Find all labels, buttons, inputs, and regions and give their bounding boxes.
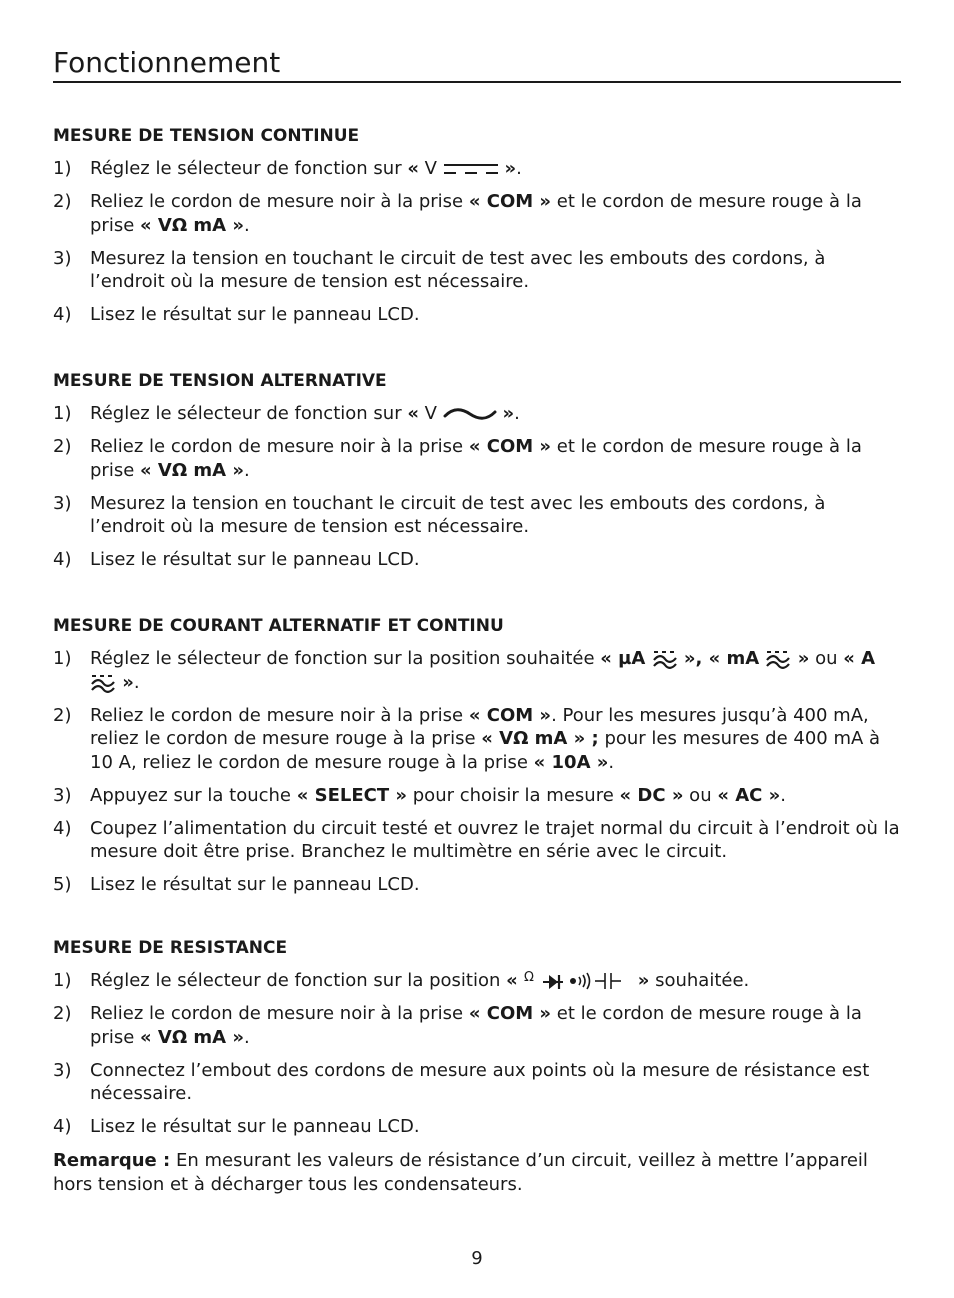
list-item (53, 1002, 901, 1049)
step-text: Coupez l’alimentation du circuit testé et ouvrez le trajet normal du circuit à l’endroit où la mesure doit être prise. Branchez le multimètre en série avec le circuit. (90, 817, 900, 862)
list-item (53, 492, 901, 539)
list-item (53, 402, 901, 426)
bold-run: » (116, 671, 134, 693)
bold-run: » (631, 970, 650, 991)
step-number: 3) (53, 1059, 72, 1081)
text-run: et le cordon de mesure rouge à la prise (90, 1003, 862, 1048)
step-number: 4) (53, 304, 72, 325)
step-number: 3) (53, 784, 72, 806)
bold-run: « AC » (717, 784, 781, 806)
step-text (90, 704, 901, 775)
dc-symbol-icon (443, 162, 499, 176)
resistance-diode-continuity-capacitance-icon (523, 970, 631, 992)
text-run: Reliez le cordon de mesure noir à la prise (90, 191, 469, 212)
step-number: 5) (53, 874, 72, 895)
bold-run: « VΩ mA » (140, 214, 244, 236)
text-run: Reliez le cordon de mesure noir à la prise (90, 1003, 469, 1024)
section-resistance (53, 937, 901, 1197)
text-run: Appuyez sur la touche (90, 784, 297, 806)
bold-run: « SELECT » (296, 784, 408, 806)
text-run: . (244, 1026, 250, 1048)
step-text: Lisez le résultat sur le panneau LCD. (90, 304, 420, 325)
list-item (53, 784, 901, 808)
step-text (90, 969, 901, 993)
text-run: souhaitée. (649, 970, 750, 991)
bold-run: « COM » (468, 191, 552, 212)
step-text: Lisez le résultat sur le panneau LCD. (90, 874, 420, 895)
text-run: . (244, 459, 250, 481)
text-run: . (133, 671, 140, 693)
bold-run: » (504, 158, 517, 179)
text-run: Réglez le sélecteur de fonction sur (90, 158, 408, 179)
step-text (90, 157, 901, 181)
list-item (53, 247, 901, 294)
list-item (53, 704, 901, 775)
step-text (90, 402, 901, 426)
text-run: et le cordon de mesure rouge à la prise (90, 191, 862, 236)
step-text: Lisez le résultat sur le panneau LCD. (90, 549, 420, 570)
list-item (53, 157, 901, 181)
step-text: Mesurez la tension en touchant le circuit de test avec les embouts des cordons, à l’endroit où la mesure de tension est nécessaire. (90, 247, 826, 292)
bold-run: « (407, 158, 419, 179)
text-run: . Pour les mesures jusqu’à 400 mA, reliez le cordon de mesure rouge à la prise (90, 704, 869, 749)
step-text (90, 784, 901, 808)
bold-run: » (502, 403, 515, 424)
ac-dc-symbol-icon (765, 649, 791, 669)
bold-run: « µA (600, 648, 652, 669)
bold-run: « VΩ mA » (140, 1026, 244, 1048)
bold-run: « COM » (468, 1003, 552, 1024)
step-number: 2) (53, 191, 72, 212)
text-run: et le cordon de mesure rouge à la prise (90, 436, 862, 481)
section-heading: MESURE DE TENSION CONTINUE (53, 126, 360, 146)
step-number: 1) (53, 158, 72, 179)
svg-text:Ω: Ω (524, 970, 535, 985)
text-run: Reliez le cordon de mesure noir à la prise (90, 704, 469, 726)
bold-run: « A (843, 648, 876, 669)
text-run: Réglez le sélecteur de fonction sur la position (90, 970, 507, 991)
bold-run: », « mA (677, 648, 766, 669)
list-item (53, 873, 901, 897)
text-run: ou (809, 648, 844, 669)
bold-run: « DC » (619, 784, 684, 806)
text-run: Réglez le sélecteur de fonction sur la position souhaitée (90, 648, 601, 669)
text-run: . (244, 214, 250, 236)
bold-run: « VΩ mA » (140, 459, 244, 481)
section-ac-voltage (53, 370, 901, 581)
list-item (53, 647, 901, 694)
step-number: 3) (53, 247, 72, 269)
step-number: 3) (53, 492, 72, 514)
step-number: 1) (53, 970, 72, 991)
step-number: 1) (53, 403, 72, 424)
text-run: pour les mesures de 400 mA à 10 A, reliez le cordon de mesure rouge à la prise (90, 728, 881, 773)
text-run: V (418, 158, 443, 179)
bold-run: « (407, 403, 419, 424)
page-number: 9 (471, 1248, 483, 1269)
bold-run: « VΩ mA » ; (481, 728, 599, 749)
bold-run: « 10A » (533, 751, 609, 773)
bold-run: « COM » (468, 704, 552, 726)
list-item (53, 303, 901, 327)
step-number: 4) (53, 817, 72, 839)
bold-run: » (791, 648, 810, 669)
text-run: . (516, 158, 522, 179)
bold-run: « (506, 970, 518, 991)
note-paragraph (53, 1149, 901, 1197)
step-number: 2) (53, 436, 72, 457)
list-item (53, 969, 901, 993)
section-current (53, 615, 901, 906)
text-run: ou (683, 784, 718, 806)
list-item (53, 817, 901, 864)
ac-dc-symbol-icon (90, 673, 116, 693)
step-text: Lisez le résultat sur le panneau LCD. (90, 1116, 420, 1137)
step-number: 2) (53, 1003, 72, 1024)
text-run: Reliez le cordon de mesure noir à la prise (90, 436, 469, 457)
text-run: V (418, 403, 443, 424)
step-number: 4) (53, 549, 72, 570)
note-text: En mesurant les valeurs de résistance d’un circuit, veillez à mettre l’appareil hors tension et à décharger tous les condensateurs. (53, 1149, 868, 1195)
ac-wave-icon (443, 407, 497, 421)
bold-run: « COM » (468, 436, 552, 457)
step-text: Connectez l’embout des cordons de mesure aux points où la mesure de résistance est nécessaire. (90, 1059, 870, 1104)
list-item (53, 190, 901, 237)
step-number: 1) (53, 648, 72, 669)
note-label: Remarque : (53, 1149, 171, 1171)
text-run: . (608, 751, 615, 773)
list-item (53, 1059, 901, 1106)
text-run: . (780, 784, 786, 806)
section-heading: MESURE DE RESISTANCE (53, 938, 288, 958)
step-text (90, 1002, 901, 1049)
step-number: 2) (53, 704, 72, 726)
step-text (90, 190, 901, 237)
section-heading: MESURE DE COURANT ALTERNATIF ET CONTINU (53, 616, 504, 636)
list-item (53, 548, 901, 572)
ac-dc-symbol-icon (652, 649, 678, 669)
text-run: pour choisir la mesure (407, 784, 620, 806)
step-number: 4) (53, 1116, 72, 1137)
step-text: Mesurez la tension en touchant le circuit de test avec les embouts des cordons, à l’endroit où la mesure de tension est nécessaire. (90, 492, 826, 537)
page-title: Fonctionnement (53, 46, 901, 83)
list-item (53, 435, 901, 482)
text-run: Réglez le sélecteur de fonction sur (90, 403, 408, 424)
section-heading: MESURE DE TENSION ALTERNATIVE (53, 371, 387, 391)
step-text (90, 435, 901, 482)
list-item (53, 1115, 901, 1139)
step-text (90, 647, 901, 694)
text-run: . (514, 403, 520, 424)
section-dc-voltage (53, 125, 901, 336)
